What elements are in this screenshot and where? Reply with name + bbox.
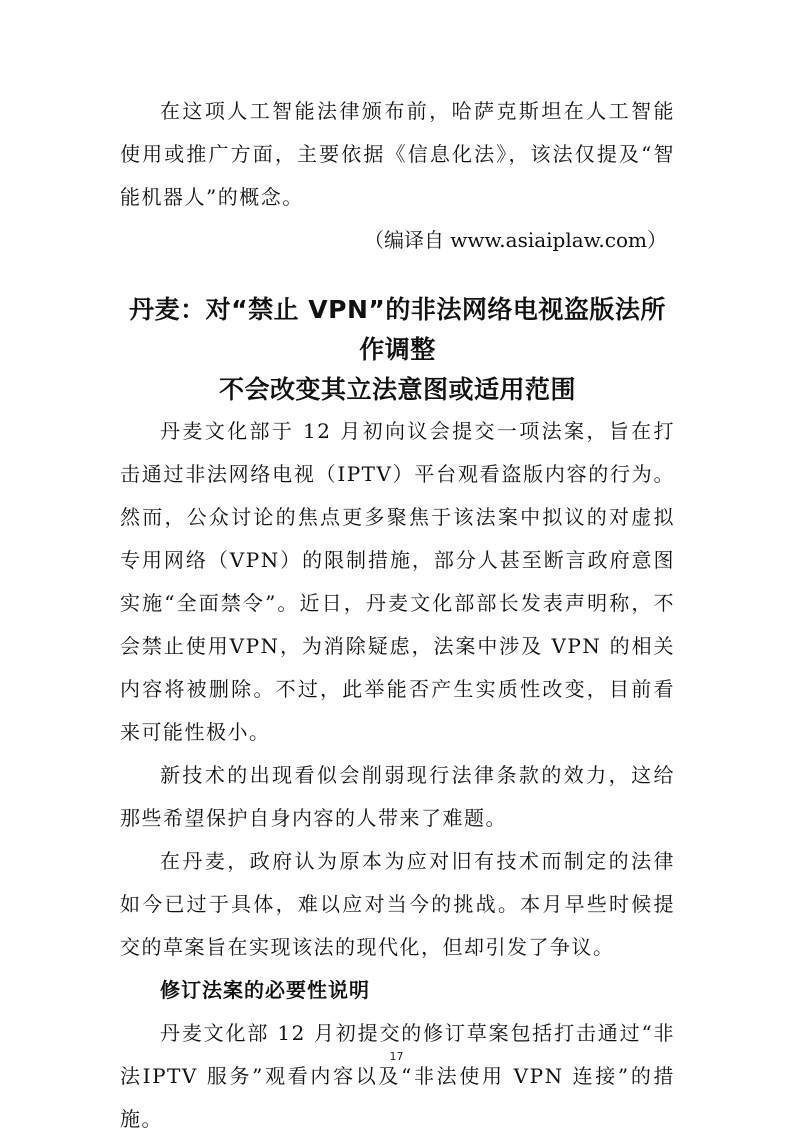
- body-paragraph: 在丹麦，政府认为原本为应对旧有技术而制定的法律如今已过于具体，难以应对当今的挑战。本月早些时候提交的草案旨在实现该法的现代化，但却引发了争议。: [120, 849, 675, 959]
- page-number: 17: [389, 1050, 404, 1063]
- section-subheading: 修订法案的必要性说明: [160, 978, 370, 1002]
- closing-paragraph: 丹麦文化部 12 月初提交的修订草案包括打击通过“非法IPTV 服务”观看内容以及“非法使用 VPN 连接”的措施。: [120, 1021, 675, 1131]
- article-title: [120, 290, 675, 410]
- source-citation: （编译自 www.asiaiplaw.com）: [363, 228, 667, 252]
- article-title-line1: 丹麦：对“禁止 VPN”的非法网络电视盗版法所作调整: [129, 295, 666, 364]
- intro-paragraph: 在这项人工智能法律颁布前，哈萨克斯坦在人工智能使用或推广方面，主要依据《信息化法》，该法仅提及“智能机器人”的概念。: [120, 99, 675, 209]
- article-title-line2: 不会改变其立法意图或适用范围: [218, 375, 576, 404]
- document-page: [120, 90, 675, 1141]
- body-paragraph: 丹麦文化部于 12 月初向议会提交一项法案，旨在打击通过非法网络电视（IPTV）平台观看盗版内容的行为。然而，公众讨论的焦点更多聚焦于该法案中拟议的对虚拟专用网络（VPN）的限制措施，部分人甚至断言政府意图实施“全面禁令”。近日，丹麦文化部部长发表声明称，不会禁止使用VPN，为消除疑虑，法案中涉及 VPN 的相关内容将被删除。不过，此举能否产生实质性改变，目前看来可能性极小。: [120, 419, 675, 744]
- body-paragraph: 新技术的出现看似会削弱现行法律条款的效力，这给那些希望保护自身内容的人带来了难题。: [120, 763, 675, 830]
